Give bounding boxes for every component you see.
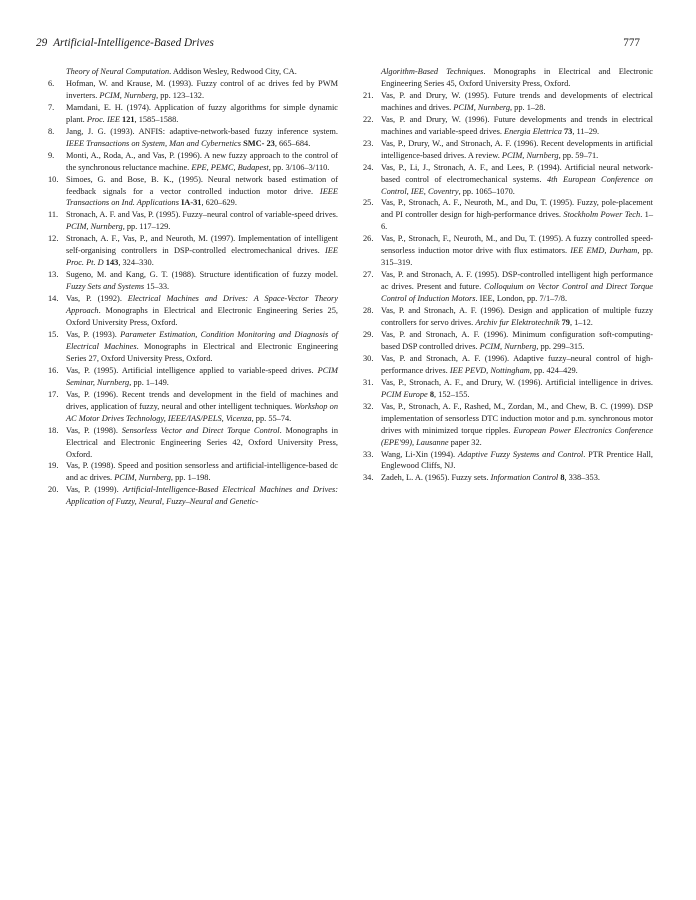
reference-entry (48, 269, 338, 293)
italic-text: PCIM, Nurnberg (501, 150, 559, 160)
italic-text: Information Control (490, 473, 559, 483)
reference-entry (363, 162, 653, 198)
italic-text: IEEE Transactions on Ind. Applications (66, 186, 338, 208)
text-run: , 1585–1588. (134, 114, 179, 124)
reference-number: 24. (363, 162, 374, 172)
text-run: Vas, P. and Stronach, A. F. (1996). Adaptive fuzzy–neural control of high-performance drives. (381, 353, 653, 375)
italic-text: Proc. IEE (86, 114, 120, 124)
italic-text: Stockholm Power Tech (563, 210, 641, 220)
reference-number: 32. (363, 401, 374, 411)
text-run: Vas, P. and Drury, W. (1996). Future developments and trends in electrical machines and variable-speed drives. (381, 114, 653, 136)
text-run: , pp. 3/106–3/110. (268, 162, 330, 172)
text-run: Hofman, W. and Krause, M. (1993). Fuzzy control of ac drives fed by PWM inverters. (66, 78, 338, 100)
text-run: , 1–12. (569, 318, 593, 328)
italic-text: PCIM Europe (381, 389, 428, 399)
text-run: . Monographs in Electrical and Electronic Engineering Series 45, Oxford University Press, Oxford. (381, 67, 653, 88)
reference-entry (363, 329, 653, 353)
reference-text (66, 390, 338, 423)
italic-text: Adaptive Fuzzy Systems and Control (458, 449, 584, 459)
reference-number: 34. (363, 473, 374, 483)
text-run: Monti, A., Roda, A., and Vas, P. (1996). A new fuzzy approach to the control of the synchronous reluctance machine. (66, 150, 338, 172)
italic-text: Algorithm-Based Techniques (381, 67, 484, 76)
reference-number: 20. (48, 485, 59, 495)
reference-number: 11. (48, 210, 59, 220)
reference-text (381, 234, 653, 267)
text-run: Vas, P. (1996). Recent trends and development in the field of machines and drives, application of fuzzy, neural and other intelligent techniques. (66, 389, 338, 411)
text-run: Stronach, A. F., Vas, P., and Neuroth, M. (1997). Implementation of intelligent self-organising controllers in DSP-controlled electromechanical drives. (66, 234, 338, 256)
left-column-references (48, 66, 338, 508)
page-number: 777 (623, 37, 640, 49)
bold-text: 8 (429, 389, 434, 399)
text-run: , pp. 117–129. (122, 222, 171, 232)
reference-number: 18. (48, 425, 59, 435)
text-run: , pp. 424–429. (529, 365, 578, 375)
reference-text (66, 151, 338, 172)
reference-entry (48, 389, 338, 425)
text-run: Vas, P. and Stronach, A. F. (1996). Design and application of multiple fuzzy controllers for servo drives. (381, 306, 653, 328)
reference-text (381, 402, 653, 447)
italic-text: IEEE Transactions on System, Man and Cybernetics (66, 138, 241, 148)
reference-entry (48, 150, 338, 174)
text-run: . Monographs in Electrical and Electronic Engineering Series 27, Oxford University Press, Oxford. (66, 341, 338, 363)
italic-text: Energia Elettrica (504, 126, 562, 136)
reference-entry (363, 197, 653, 233)
bold-text: SMC- 23 (243, 138, 275, 148)
reference-text (381, 198, 653, 231)
reference-continuation (363, 66, 653, 90)
reference-number: 8. (48, 126, 55, 136)
reference-entry (363, 472, 653, 484)
reference-entry (363, 449, 653, 473)
text-run: , 152–155. (434, 389, 470, 399)
italic-text: Parameter Estimation, Condition Monitoring and Diagnosis of Electrical Machines (66, 329, 338, 351)
reference-text (381, 270, 653, 303)
text-run: , pp. 1065–1070. (458, 186, 515, 196)
bold-text: IA-31 (181, 198, 202, 208)
text-run: Vas, P., Drury, W., and Stronach, A. F. (1996). Recent developments in artificial intelligence-based drives. A review. (381, 138, 653, 160)
reference-text (66, 426, 338, 459)
reference-number: 10. (48, 174, 59, 184)
text-run: Jang, J. G. (1993). ANFIS: adaptive-network-based fuzzy inference system. (66, 126, 338, 136)
text-run: Vas, P., Stronach, F., Neuroth, M., and Du, T. (1995). A fuzzy controlled speed-sensorless induction motor drive with flux estimators. (381, 234, 653, 256)
reference-number: 28. (363, 306, 374, 316)
reference-text (66, 294, 338, 327)
reference-entry (363, 138, 653, 162)
text-run: , pp. 123–132. (156, 90, 205, 100)
bold-text: 121 (122, 114, 135, 124)
italic-text: EPE, PEMC, Budapest (191, 162, 269, 172)
text-run: Vas, P. (1999). (66, 485, 123, 495)
italic-text: European Power Electronics Conference (EPE'99), Lausanne (381, 425, 654, 447)
italic-text: PCIM, Nurnberg (114, 473, 171, 483)
reference-entry (48, 126, 338, 150)
text-run: Vas, P. and Drury, W. (1995). Future trends and developments of electrical machines and drives. (381, 90, 653, 112)
text-run: Vas, P., Stronach, A. F., and Drury, W. (1996). Artificial intelligence in drives. (381, 377, 653, 387)
reference-entry (363, 90, 653, 114)
reference-number: 30. (363, 353, 374, 363)
reference-text (381, 378, 653, 399)
text-run: 15–33. (144, 282, 170, 292)
reference-text (66, 175, 338, 208)
italic-text: 4th European Conference on Control, IEE, Coventry (381, 174, 653, 196)
reference-entry (363, 401, 653, 449)
italic-text: Theory of Neural Computation (66, 67, 170, 76)
text-run: Vas, P. (1998). (66, 425, 122, 435)
text-run: . Monographs in Electrical and Electronic Engineering Series 42, Oxford University Press, Oxford. (66, 425, 338, 459)
italic-text: Colloquium on Vector Control and Direct Torque Control of Induction Motors (381, 282, 653, 304)
reference-entry (48, 460, 338, 484)
reference-text (66, 79, 338, 100)
reference-number: 19. (48, 461, 59, 471)
italic-text: Fuzzy Sets and Systems (66, 282, 145, 292)
italic-text: Artificial-Intelligence-Based Electrical Machines and Drives: Application of Fuzzy, Neural, Fuzzy–Neural and Genetic- (66, 485, 338, 507)
reference-number: 33. (363, 449, 374, 459)
bold-text: 143 (105, 258, 119, 268)
reference-entry (48, 329, 338, 365)
reference-text (66, 366, 338, 387)
reference-number: 23. (363, 138, 374, 148)
text-run: . IEE, London, pp. 7/1–7/8. (475, 294, 568, 304)
reference-text (381, 163, 653, 196)
reference-entry (48, 174, 338, 210)
text-run: Vas, P. (1995). Artificial intelligence applied to variable-speed drives. (66, 365, 318, 375)
reference-text (66, 270, 338, 291)
reference-number: 17. (48, 389, 59, 399)
reference-entry (363, 377, 653, 401)
reference-number: 27. (363, 270, 374, 280)
reference-entry (363, 269, 653, 305)
text-run: , pp. 299–315. (536, 341, 585, 351)
reference-entry (48, 484, 338, 508)
text-run: Vas, P. and Stronach, A. F. (1995). DSP-controlled intelligent high performance ac drives. Present and future. (381, 270, 653, 292)
reference-entry (48, 233, 338, 269)
reference-entry (48, 365, 338, 389)
reference-text (66, 210, 338, 231)
reference-number: 26. (363, 234, 374, 244)
reference-entry (48, 293, 338, 329)
reference-continuation (48, 66, 338, 78)
reference-text (66, 103, 338, 124)
reference-entry (363, 353, 653, 377)
reference-text (381, 139, 653, 160)
italic-text: Electrical Machines and Drives: A Space-Vector Theory Approach (66, 294, 338, 316)
reference-text (381, 91, 653, 112)
text-run: Vas, P., Li, J., Stronach, A. F., and Lees, P. (1994). Artificial neural network-based control of electromechanical systems. (381, 162, 653, 184)
text-run: , pp. 59–71. (558, 150, 599, 160)
reference-number: 7. (48, 102, 55, 112)
reference-number: 15. (48, 329, 59, 339)
reference-entry (48, 78, 338, 102)
reference-entry (363, 114, 653, 138)
italic-text: IEE PEVD, Nottingham (449, 365, 530, 375)
reference-entry (48, 209, 338, 233)
reference-text (381, 330, 653, 351)
running-header (36, 37, 640, 53)
text-run: Vas, P. (1998). Speed and position sensorless and artificial-intelligence-based dc and ac drives. (66, 461, 338, 483)
text-run: Vas, P., Stronach, A. F., Neuroth, M., and Du, T. (1995). Fuzzy, pole-placement and PI controller design for high-performance drives. (381, 198, 653, 220)
italic-text: PCIM Seminar, Nurnberg (66, 365, 338, 387)
bold-text: 73 (563, 126, 573, 136)
reference-text (381, 473, 600, 482)
reference-text (66, 234, 338, 267)
italic-text: IEE EMD, Durham (570, 246, 638, 256)
text-run: , pp. 1–28. (510, 102, 546, 112)
reference-number: 16. (48, 365, 59, 375)
reference-text (66, 330, 338, 363)
reference-text (381, 115, 653, 136)
reference-number: 31. (363, 377, 374, 387)
text-run: . Addison Wesley, Redwood City, CA. (169, 67, 297, 76)
text-run: Mamdani, E. H. (1974). Application of fuzzy algorithms for simple dynamic plant. (66, 102, 338, 124)
text-run: , 665–684. (274, 138, 311, 148)
text-run: Sugeno, M. and Kang, G. T. (1988). Structure identification of fuzzy model. (66, 270, 338, 280)
text-run: , 338–353. (564, 473, 600, 483)
text-run: Stronach, A. F. and Vas, P. (1995). Fuzzy–neural control of variable-speed drives. (66, 210, 338, 220)
reference-number: 6. (48, 78, 55, 88)
text-run: Vas, P. and Stronach, A. F. (1996). Minimum configuration soft-computing- based DSP controlled drives. (381, 329, 653, 351)
reference-entry (48, 425, 338, 461)
running-header-title (36, 37, 214, 49)
reference-text (66, 66, 338, 78)
reference-text (66, 461, 338, 482)
text-run: Wang, Li-Xin (1994). (381, 449, 458, 459)
italic-text: PCIM, Nurnberg (66, 222, 123, 232)
text-run: , 11–29. (572, 126, 600, 136)
text-run: Vas, P. (1992). (66, 294, 128, 304)
italic-text: Archiv fur Elektrotechnik (475, 318, 560, 328)
italic-text: IEE Proc. Pt. D (66, 246, 338, 268)
reference-text (66, 127, 338, 148)
chapter-number: 29 (36, 37, 48, 49)
reference-text (381, 66, 653, 90)
text-run: . 1–6. (381, 210, 654, 232)
bold-text: 8 (560, 473, 565, 483)
text-run: , pp. 1–149. (129, 377, 169, 387)
text-run: , pp. 55–74. (251, 413, 292, 423)
text-run: Vas, P. (1993). (66, 329, 121, 339)
italic-text: Sensorless Vector and Direct Torque Control (121, 425, 280, 435)
text-run: Zadeh, L. A. (1965). Fuzzy sets. (381, 473, 491, 483)
text-run: , pp. 315–319. (381, 246, 654, 268)
reference-entry (48, 102, 338, 126)
text-run: Simoes, G. and Bose, B. K., (1995). Neural network based estimation of feedback signals for a vector controlled induction motor drive. (66, 174, 338, 196)
italic-text: Workshop on AC Motor Drives Technology, IEEE/IAS/PELS, Vicenza (66, 401, 338, 423)
reference-text (381, 450, 653, 471)
chapter-title: Artificial-Intelligence-Based Drives (53, 37, 214, 49)
reference-number: 29. (363, 329, 374, 339)
reference-number: 22. (363, 114, 374, 124)
reference-number: 25. (363, 198, 374, 208)
reference-number: 14. (48, 294, 59, 304)
text-run: , 324–330. (118, 258, 154, 268)
italic-text: PCIM, Nurnberg (479, 341, 537, 351)
italic-text: PCIM, Nurnberg (99, 90, 157, 100)
text-run: . PTR Prentice Hall, Englewood Cliffs, NJ. (381, 449, 653, 471)
reference-text (381, 354, 653, 375)
bold-text: 79 (561, 318, 570, 328)
reference-text (381, 306, 653, 327)
text-run: Vas, P., Stronach, A. F., Rashed, M., Zordan, M., and Chew, B. C. (1999). DSP implementation of sensorless DTC induction motor and p.m. synchronous motor drives with minimized torque ripples. (381, 401, 653, 435)
text-run: , 620–629. (201, 198, 237, 208)
italic-text: PCIM, Nurnberg (453, 102, 510, 112)
text-run: paper 32. (448, 437, 482, 447)
text-run: , pp. 1–198. (170, 473, 211, 483)
reference-number: 21. (363, 90, 374, 100)
reference-number: 12. (48, 234, 59, 244)
text-run: . Monographs in Electrical and Electronic Engineering Series 25, Oxford University Press, Oxford. (66, 306, 338, 328)
reference-text (66, 485, 338, 506)
right-column-references (363, 66, 653, 484)
reference-entry (363, 233, 653, 269)
reference-number: 13. (48, 270, 59, 280)
reference-number: 9. (48, 150, 55, 160)
reference-entry (363, 305, 653, 329)
